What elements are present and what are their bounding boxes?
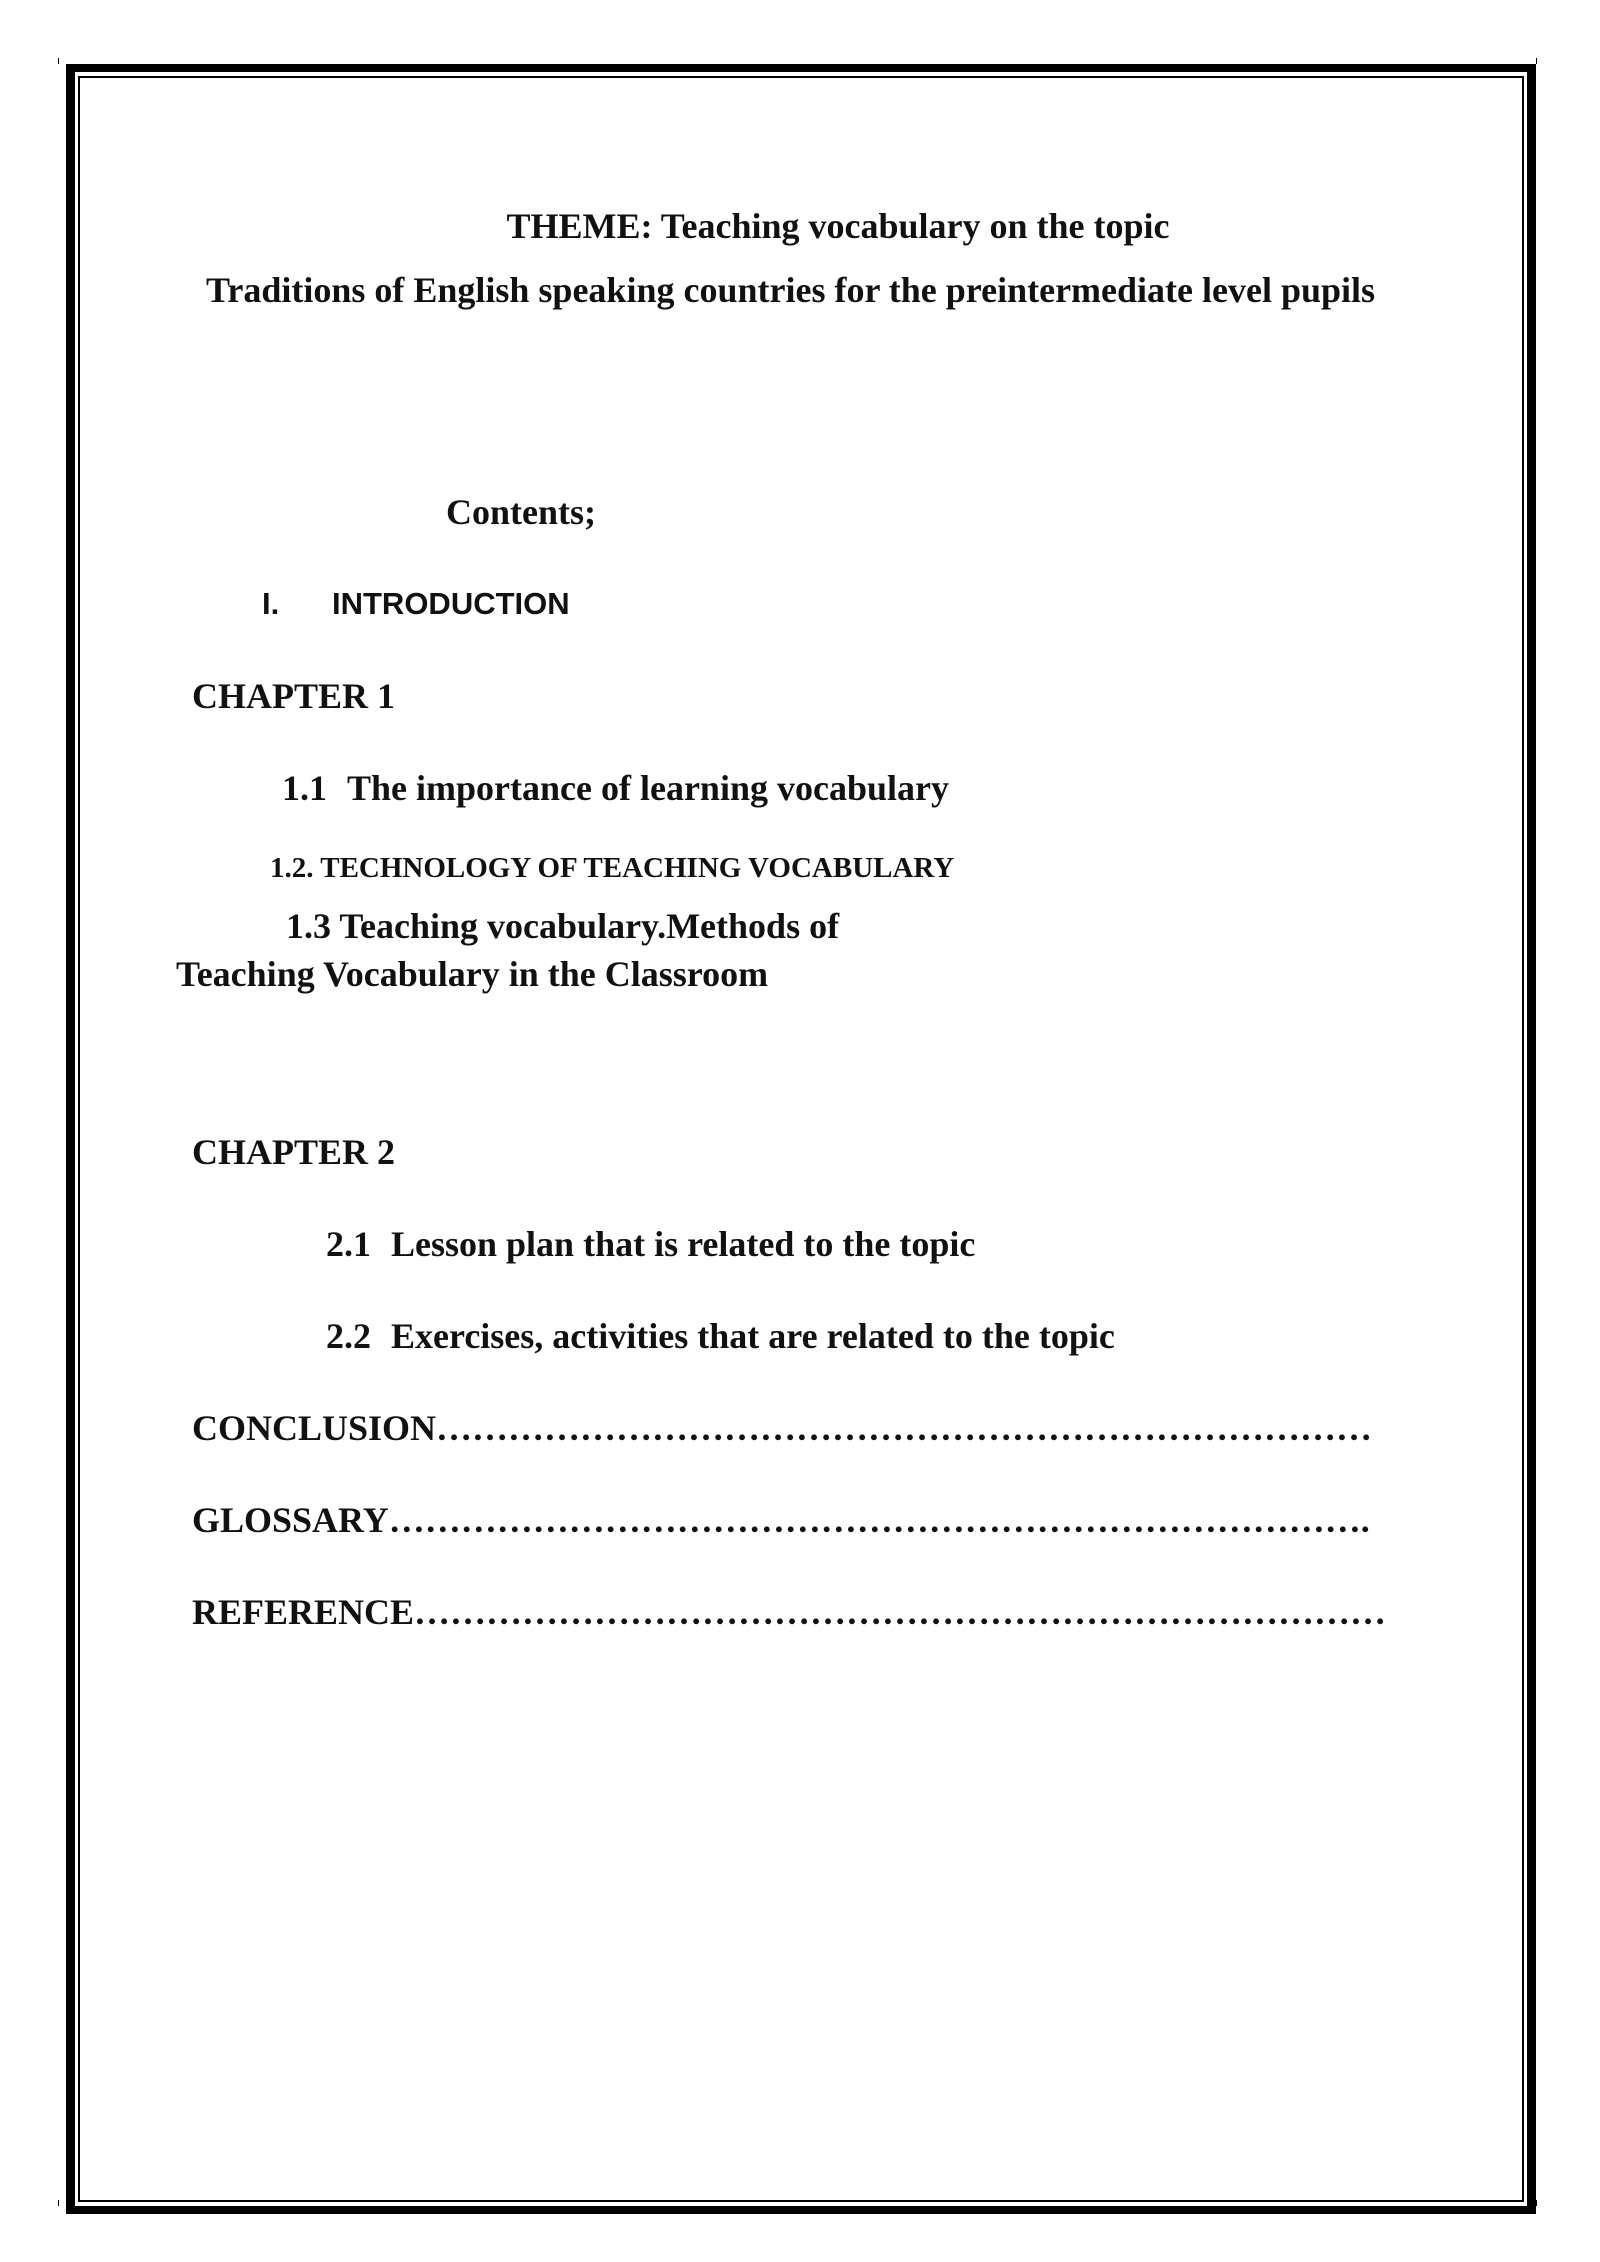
chapter-1-heading: CHAPTER 1 xyxy=(192,676,396,716)
toc-item-2-2 xyxy=(326,1318,1115,1354)
crop-mark-bottom-left xyxy=(58,2200,62,2204)
toc-introduction xyxy=(262,588,570,619)
toc-item-2-2-label: Exercises, activities that are related to the topic xyxy=(391,1316,1115,1356)
toc-item-1-2: 1.2. TECHNOLOGY OF TEACHING VOCABULARY xyxy=(270,852,955,884)
toc-item-1-1-number: 1.1 xyxy=(282,768,327,808)
toc-item-2-1 xyxy=(326,1226,975,1262)
toc-introduction-numeral: I. xyxy=(262,586,280,621)
toc-item-2-2-number: 2.2 xyxy=(326,1316,371,1356)
toc-item-2-1-number: 2.1 xyxy=(326,1224,371,1264)
contents-heading: Contents; xyxy=(446,492,596,532)
toc-item-1-1 xyxy=(282,770,949,806)
toc-item-1-3-line-2: Teaching Vocabulary in the Classroom xyxy=(176,954,769,994)
theme-subtitle: Traditions of English speaking countries for the preintermediate level pupils xyxy=(206,270,1376,310)
toc-conclusion: CONCLUSION…………………………………………………………………… xyxy=(192,1408,1373,1448)
toc-introduction-label: INTRODUCTION xyxy=(332,586,570,621)
toc-item-1-3-line-1: 1.3 Teaching vocabulary.Methods of xyxy=(286,906,840,946)
toc-item-1-1-label: The importance of learning vocabulary xyxy=(347,768,949,808)
crop-mark-top-right xyxy=(1536,58,1540,62)
crop-mark-top-left xyxy=(58,58,62,62)
crop-mark-bottom-right xyxy=(1536,2200,1540,2204)
chapter-2-heading: CHAPTER 2 xyxy=(192,1132,396,1172)
toc-item-2-1-label: Lesson plan that is related to the topic xyxy=(391,1224,976,1264)
toc-reference: REFERENCE……………………………………………………………………… xyxy=(192,1592,1387,1632)
toc-glossary: GLOSSARY………………………………………………………………………. xyxy=(192,1500,1370,1540)
theme-title: THEME: Teaching vocabulary on the topic xyxy=(506,206,1170,246)
